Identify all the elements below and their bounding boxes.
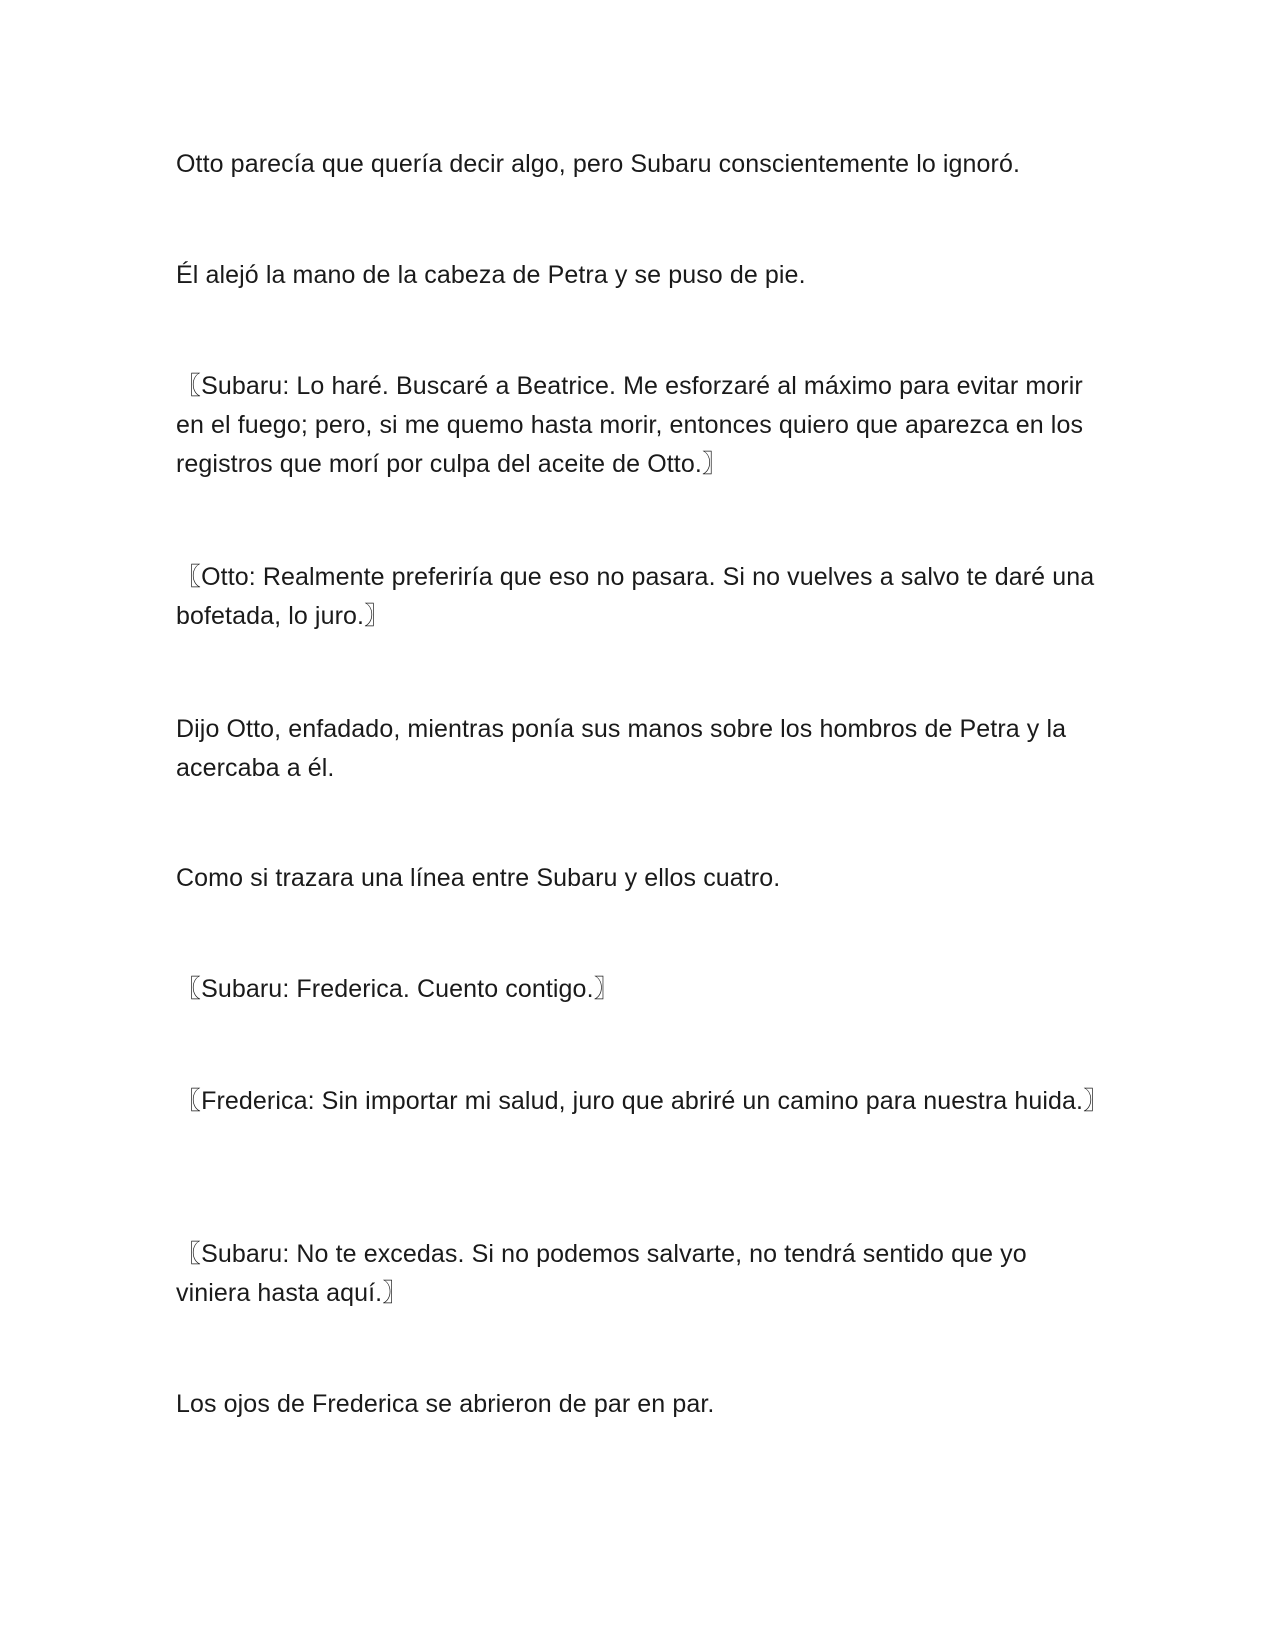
paragraph-dialogue-subaru-frederica: 〖Subaru: Frederica. Cuento contigo.〗 [176, 975, 619, 1003]
paragraph-dialogue-frederica-escape: 〖Frederica: Sin importar mi salud, juro que abriré un camino para nuestra huida.〗 [176, 1087, 1109, 1115]
paragraph-narration-line: Como si trazara una línea entre Subaru y ellos cuatro. [176, 864, 781, 892]
paragraph-narration-otto-ignored: Otto parecía que quería decir algo, pero Subaru conscientemente lo ignoró. [176, 150, 1021, 178]
paragraph-narration-frederica-eyes: Los ojos de Frederica se abrieron de par en par. [176, 1390, 715, 1418]
paragraph-dialogue-otto-slap: 〖Otto: Realmente preferiría que eso no pasara. Si no vuelves a salvo te daré una bofetada, lo juro.〗 [176, 563, 1095, 630]
paragraph-narration-otto-petra: Dijo Otto, enfadado, mientras ponía sus manos sobre los hombros de Petra y la acercaba a él. [176, 715, 1067, 782]
paragraph-dialogue-subaru-beatrice: 〖Subaru: Lo haré. Buscaré a Beatrice. Me esforzaré al máximo para evitar morir en el fuego; pero, si me quemo hasta morir, entonces quiero que aparezca en los registros que morí por culpa del aceite de Otto.〗 [176, 372, 1084, 478]
paragraph-dialogue-subaru-dont-overdo: 〖Subaru: No te excedas. Si no podemos salvarte, no tendrá sentido que yo viniera hasta aquí.〗 [176, 1240, 1027, 1307]
paragraph-narration-stands-up: Él alejó la mano de la cabeza de Petra y se puso de pie. [176, 261, 806, 289]
